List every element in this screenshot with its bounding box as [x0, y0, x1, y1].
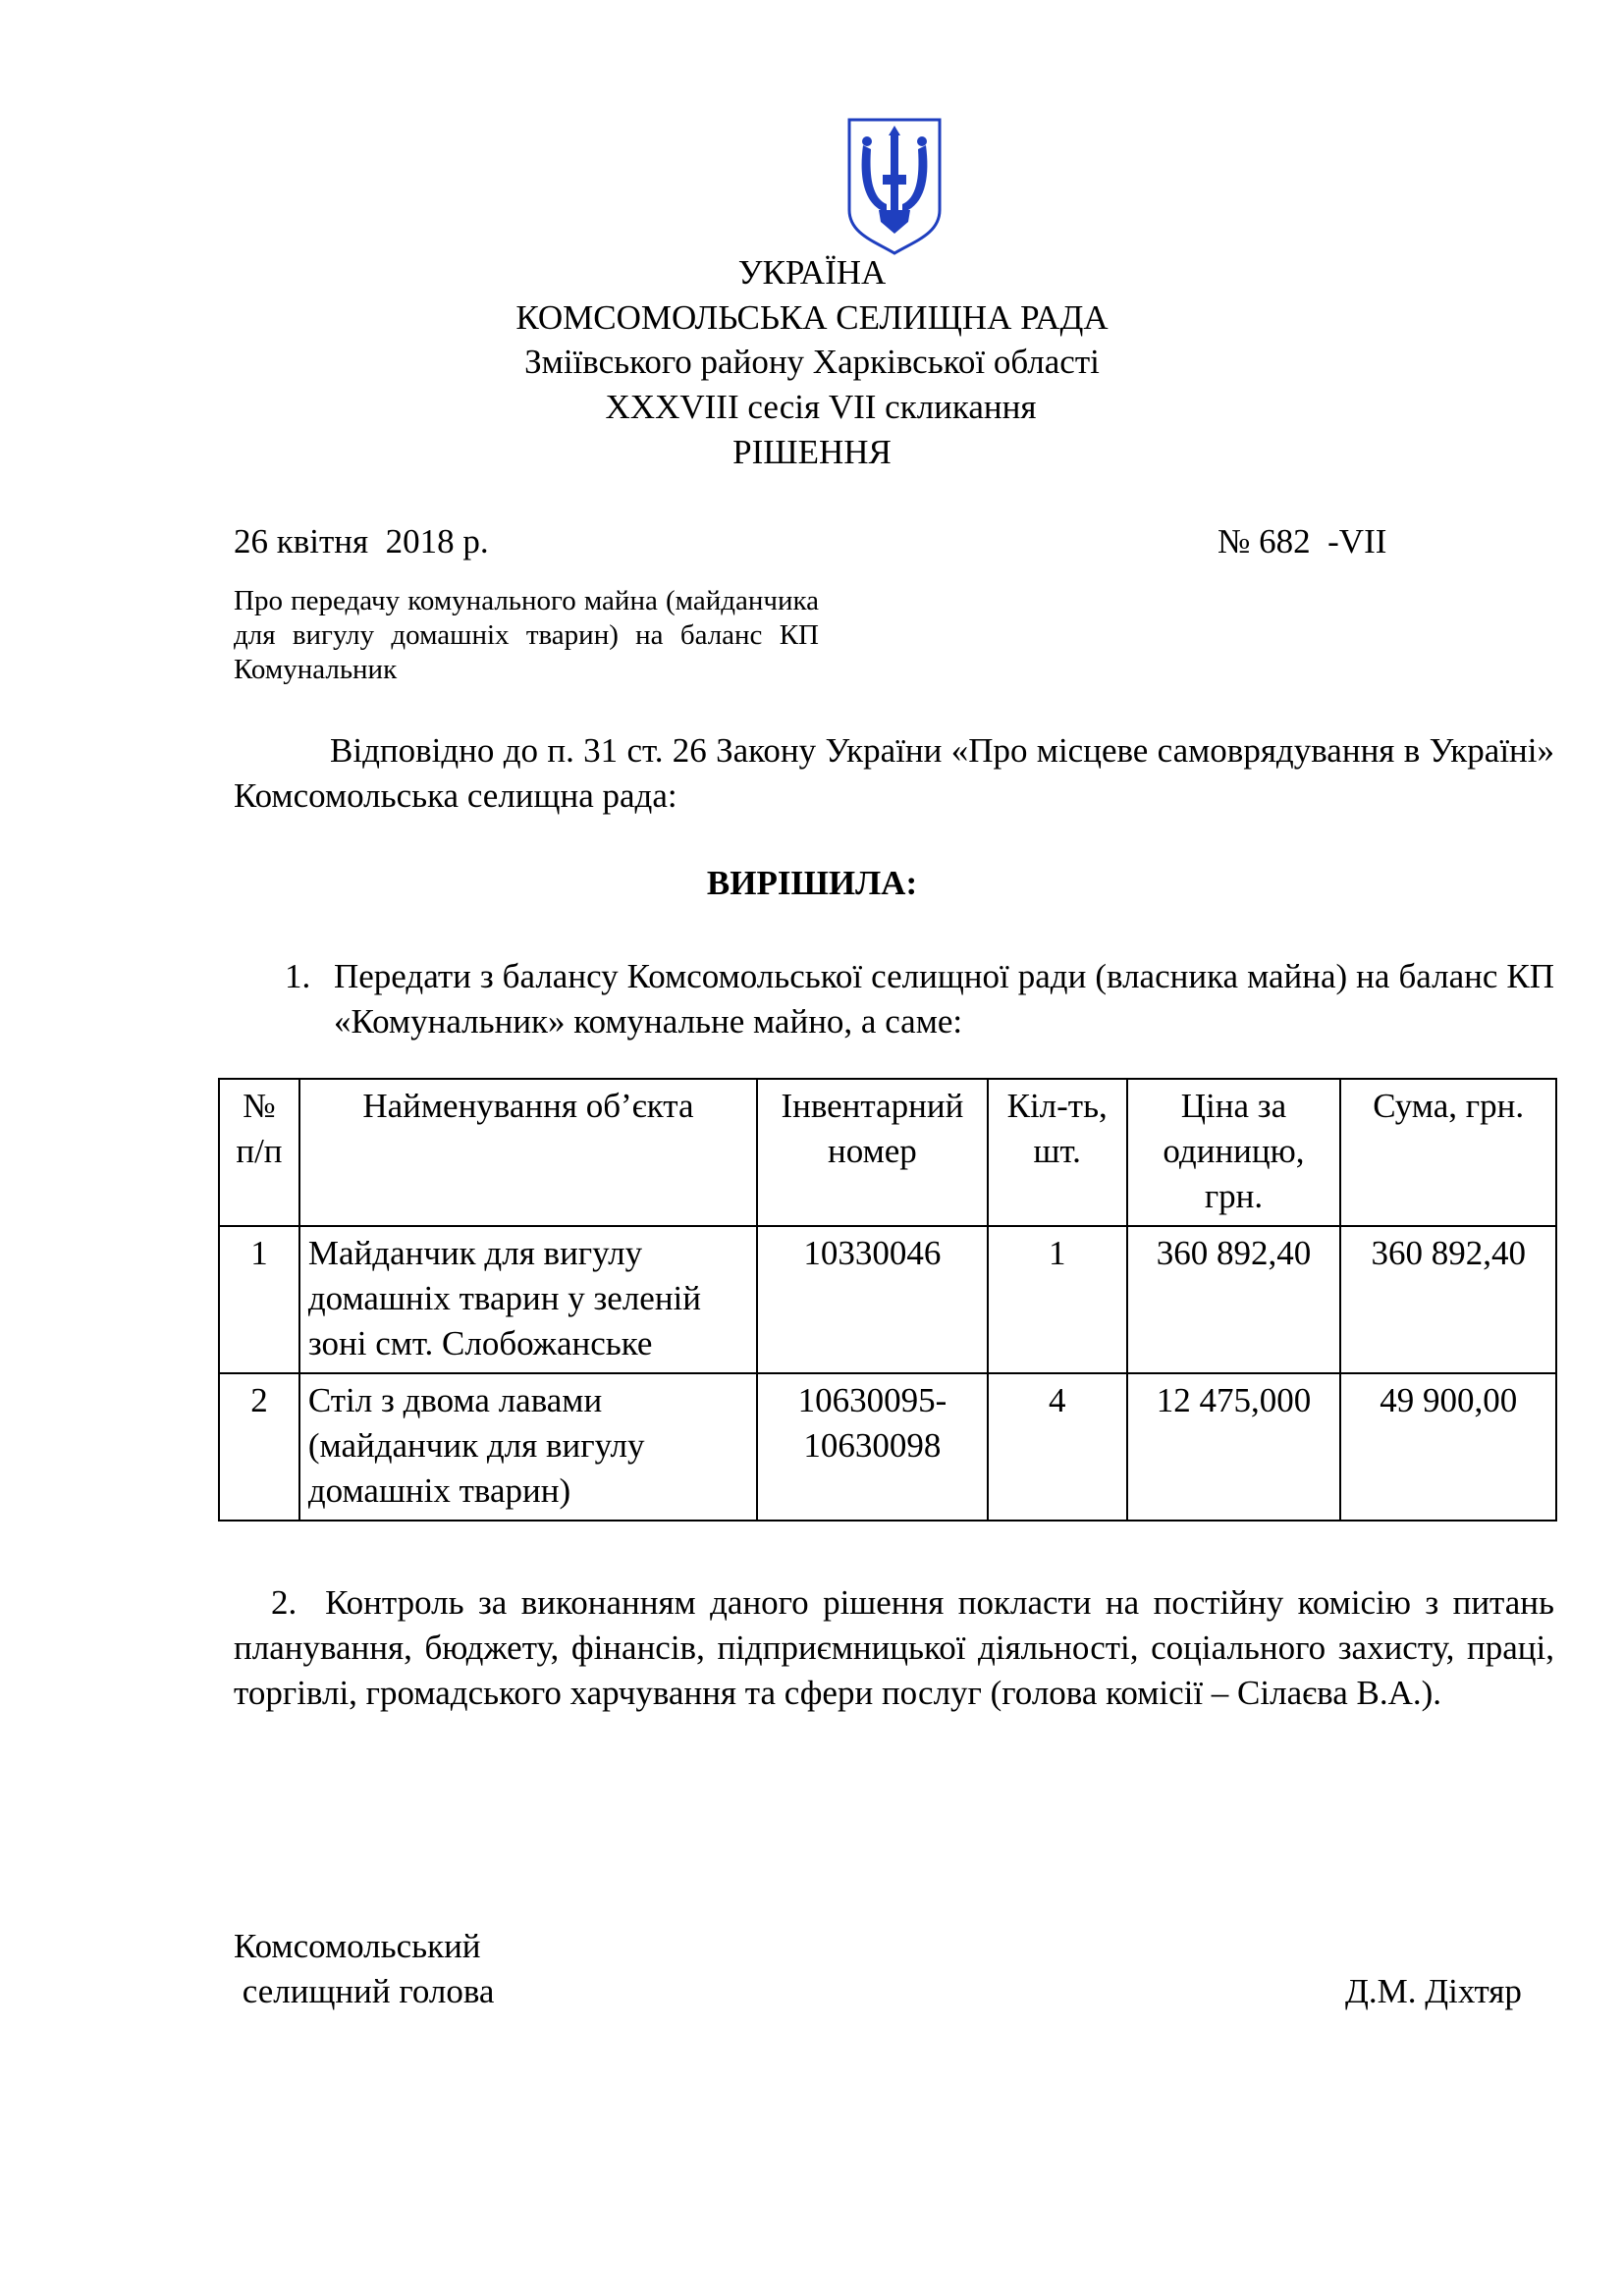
table-cell: 10630095-10630098 [757, 1373, 988, 1521]
table-cell: 360 892,40 [1340, 1226, 1556, 1373]
document-type: РІШЕННЯ [732, 433, 892, 471]
session-line: XXXVIII сесія VII скликання [605, 388, 1037, 426]
ukraine-coat-of-arms-icon [845, 116, 944, 256]
table-cell: 10330046 [757, 1226, 988, 1373]
signature-title-line-2: селищний голова [234, 1972, 495, 2010]
table-row [219, 1226, 1556, 1373]
item-1-text: Передати з балансу Комсомольської селищної ради (власника майна) на баланс КП «Комунальник» комунальне майно, а саме: [334, 957, 1554, 1041]
signature-title-line-1: Комсомольський [234, 1927, 481, 1965]
district-name: Зміївського району Харківської області [524, 343, 1100, 381]
decision-date: 26 квітня 2018 р. [234, 522, 489, 561]
header-cell: Кіл-ть, шт. [988, 1079, 1127, 1226]
header-cell: Сума, грн. [1340, 1079, 1556, 1226]
signature-name: Д.М. Діхтяр [1345, 1972, 1522, 2010]
decision-subject: Про передачу комунального майна (майданчика для вигулу домашніх тварин) на баланс КП Комунальник [234, 585, 819, 685]
item-2-number: 2. [271, 1583, 298, 1622]
table-cell: 360 892,40 [1127, 1226, 1341, 1373]
item-1-number: 1. [285, 957, 311, 995]
header-cell: Ціна за одиницю, грн. [1127, 1079, 1341, 1226]
table-cell: 2 [219, 1373, 299, 1521]
table-header-row [219, 1079, 1556, 1226]
table-cell: Стіл з двома лавами (майданчик для вигулу домашніх тварин) [299, 1373, 757, 1521]
table-cell: 49 900,00 [1340, 1373, 1556, 1521]
property-table [218, 1078, 1557, 1522]
header-cell: Інвентарний номер [757, 1079, 988, 1226]
item-2 [234, 1580, 1554, 1716]
table-cell: Майданчик для вигулу домашніх тварин у зеленій зоні смт. Слобожанське [299, 1226, 757, 1373]
decision-number: № 682 -VII [1218, 522, 1387, 561]
council-name: КОМСОМОЛЬСЬКА СЕЛИЩНА РАДА [515, 298, 1109, 337]
table-row [219, 1373, 1556, 1521]
item-2-text: Контроль за виконанням даного рішення покласти на постійну комісію з питань планування, бюджету, фінансів, підприємницької діяльності, соціального захисту, праці, торгівлі, громадського харчування та сфери послуг (голова комісії – Сілаєва В.А.). [234, 1583, 1555, 1712]
preamble: Відповідно до п. 31 ст. 26 Закону України «Про місцеве самоврядування в Україні» Комсомольська селищна рада: [234, 731, 1554, 815]
table-cell: 4 [988, 1373, 1127, 1521]
header-cell: Найменування об’єкта [299, 1079, 757, 1226]
signature-title [234, 1924, 494, 2014]
table-cell: 1 [219, 1226, 299, 1373]
decided-heading: ВИРІШИЛА: [706, 864, 918, 902]
country-name: УКРАЇНА [737, 253, 887, 292]
table-cell: 1 [988, 1226, 1127, 1373]
table-cell: 12 475,000 [1127, 1373, 1341, 1521]
header-cell: № п/п [219, 1079, 299, 1226]
